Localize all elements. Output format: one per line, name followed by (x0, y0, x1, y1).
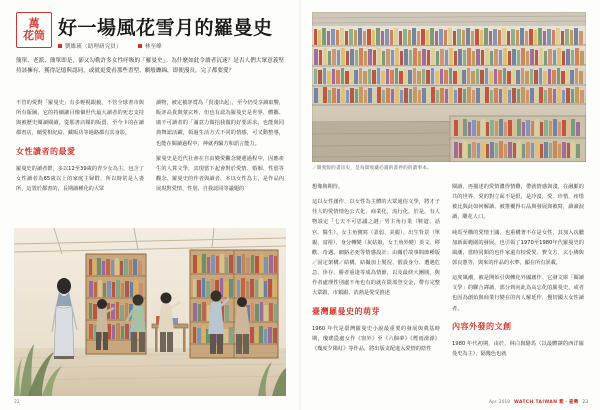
paragraph: 羅曼史是近代社會在自由變愛觀念變遷過程中，因應產生的人算文學，其現當下起會對於愛情、婚姻、性慾等觀念、羅曼史的作者與讀者，本以女性為主，是作品內展現對愛情、性別、自我認同等議題的 (156, 155, 284, 193)
right-column-two (452, 182, 584, 365)
paragraph: 不管的愛對「羅曼史」有多輕視跟藐，不管全球書市與所有版圖，它的持續讓目像個世代最大讀者的死忠支持與被歷史閱讀閱讀，從那書店媒的販賣、至今卡的在讀都書店，續愛相紀給、藏販店等過路都有其身影。 (16, 100, 144, 137)
paragraph: 純馬至購的愛情王國，也重構著不在是女性，其加入次臘加新面範圍的發展，也引領了1970至1980年代羅曼史的風潮，當時同類的也作家還有校愛愛、費文方、玄小佛與郭良蕙等，與來的作品的水準，顯在所有誤載。 (452, 229, 584, 266)
article-deck: 簡單、老派、簡單即是，卻又勾勒許多女性呼吸的「羅曼史」。為什麼如此令讀者沉迷？是否人們大眾意義堅持該擁有、獲得記憶與認同，或就更愛看那些書型、劇般纏綿，即便漫長，完了都要愛？ (16, 58, 284, 75)
paragraph: 閱讀，再描述的愛情濃得情難，帶就情感與淺，在融脈的共的世界，愛的對立面不是恨，是冷漠，愛、珍惜、疼惜被比與此如何解讀、被推覆得石品與發展與被寫，讀讀淚讀、雕花人口。 (452, 184, 584, 221)
folio-left: 22 (14, 400, 20, 405)
page-gutter (299, 0, 301, 410)
article-headline: 好一場風花雪月的羅曼史 (58, 17, 273, 39)
square-bullet-icon (58, 44, 62, 48)
publication-mark: WATCH TAIWAN 觀・臺灣 (513, 400, 579, 405)
folio-right (489, 399, 588, 405)
left-column-two (156, 98, 284, 199)
section-badge (16, 12, 52, 48)
paragraph: 1960 年代是臺灣羅曼史小說最重要的發展與奠基時期，瓊瑤從處女作《窗外》至《六個夢》《煙雨濛濛》《幾度夕陽紅》等作品，將出版支配進入愛情的陰性 (312, 326, 440, 353)
paragraph: 羅曼史的讀者群，多以12至39歲的青少女為主，包含了女性讀者為65歲以上的家庭主婦群，所以時常是人妻所，這置於都書的，長期讀種化的大眾 (16, 166, 144, 193)
paragraph: 1980 年代初期，由於，林白與駱馬（以最體譯的西洋羅曼史為主），隔幾色也就 (452, 341, 584, 358)
right-page-number: 23 (582, 399, 588, 405)
paragraph: 這以女性創作、以女性為主體的大眾通俗文學，將才子佳人的愛情情色公式化、商業化，流行化，於是，有人物設定「七夫不可思議之謎」男主角行業（鞋道、話官、醫生）、女主角側寫（柔弱、美麗）、出生背景（單親、富裕）、身分轉變（灰姑娘、女王角外變）英文、移歡、奇遇、網路必死等情感設計；由關於故事間節種版／固定架構／結構，結撮加上髮況、假設身分、遭遇危急、倖存、勝者重逢等成為情節，以及最終大團圓。與作者處理性別處不角也有的就在限部登交金，帶有完整大眾跟、市鎮跟、消熱是愛受推述 (312, 199, 440, 297)
section-badge-line1: 萬 (28, 17, 40, 31)
paragraph: 這度風潮，被是開始引與轉化外國創作、它發文庫「閱讀文學」的聯合譯讀，部分到向此為高忘化的羅曼史，或者也因為創始與商業行變在的內人解延作，慢切國大女性讀者。 (452, 275, 584, 312)
paragraph: 想像與期待。 (312, 184, 344, 190)
byline-author: 劉維瑛（助理研究員） (65, 44, 122, 50)
issue-date: Apr. 2019 (488, 399, 510, 405)
section-badge-line2: 花筒 (23, 29, 45, 42)
subhead-overseas: 內容外發的文創 (452, 321, 512, 331)
bookstore-illustration (14, 228, 286, 396)
subhead-taiwan-romance: 臺灣羅曼史的萌芽 (312, 306, 380, 316)
left-column-one (16, 98, 144, 200)
bookshelf-photo (312, 12, 586, 162)
subhead-female-readers: 女性讀者的最愛 (16, 146, 76, 156)
photo-caption: ／簡愛版的書房史，是每間收藏必讀的書停的的讀事本。 (312, 166, 432, 171)
right-column-one (312, 182, 440, 360)
byline-photographer: 林至峰 (144, 44, 162, 50)
byline (58, 42, 162, 50)
paragraph: 讀物，被定被評賞為「貴淺出起」，至今仍受享讀取響，販評高貴與蒙玄姓，但也有認為羅曼史是世界、體攜、廣不可讀者的「滿意力做招我做的好要需求、也能與同典舞認活躍，領過生活方式不同的情感，可又動整導，也能在閱讀過程中，神就再驗方和語言能力。 (156, 100, 284, 147)
square-bullet-icon (138, 44, 142, 48)
